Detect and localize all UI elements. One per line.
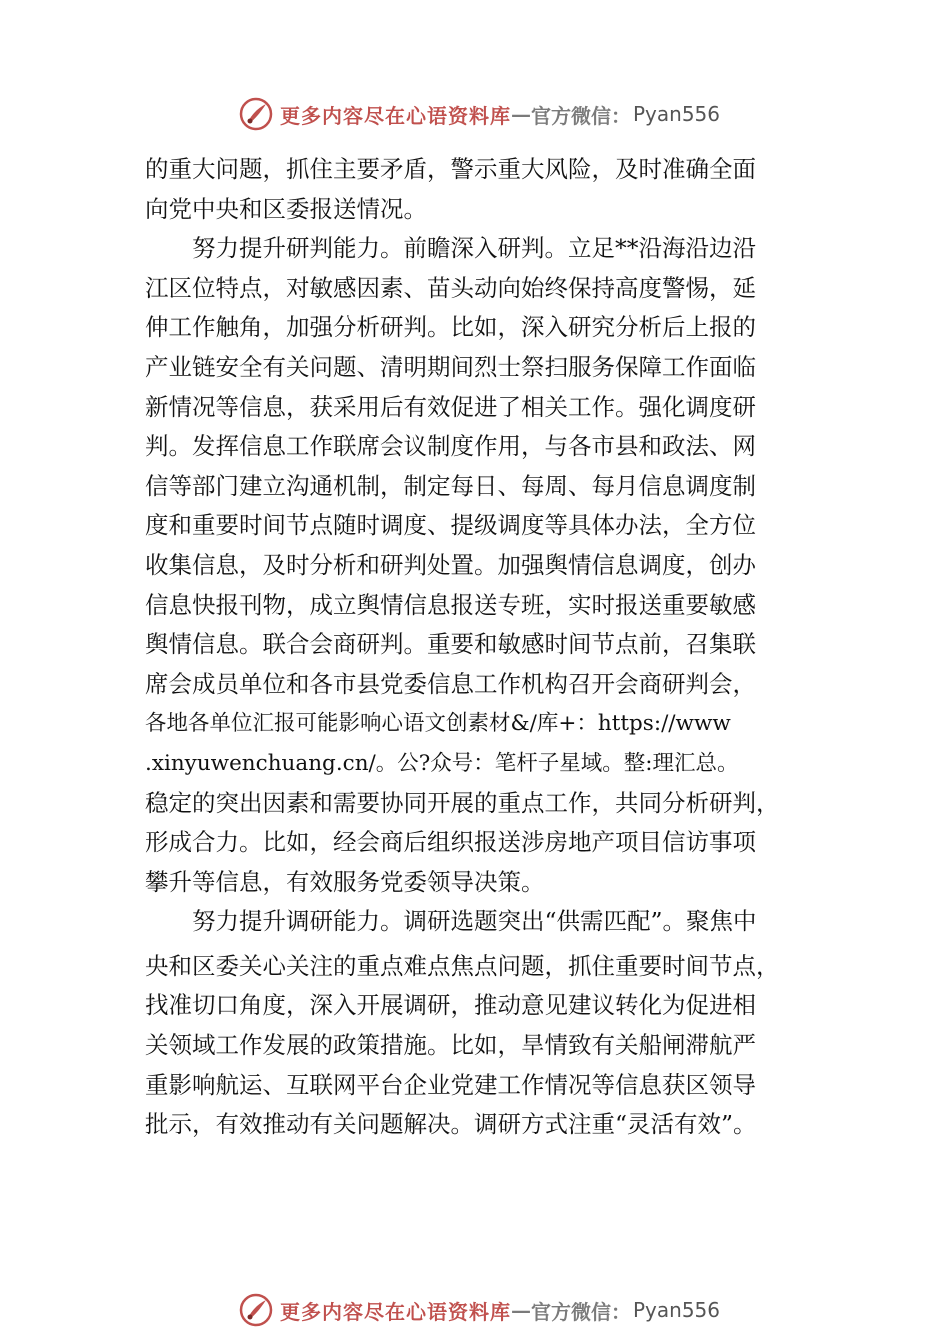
paragraph-start-line: 努力提升研判能力。前瞻深入研判。立足**沿海沿边沿 <box>192 234 756 263</box>
text-line-url: .xinyuwenchuang.cn/。公?众号：笔杆子星域。整:理汇总。 <box>145 750 739 776</box>
banner-dash: — <box>511 102 531 126</box>
text-line: 新情况等信息，获采用后有效促进了相关工作。强化调度研 <box>145 392 756 421</box>
banner-sub-text: 官方微信： <box>531 103 631 128</box>
brush-seal-icon <box>238 1292 274 1328</box>
banner-main-text: 更多内容尽在心语资料库 <box>280 1299 511 1324</box>
text-line: 重影响航运、互联网平台企业党建工作情况等信息获区领导 <box>145 1070 756 1099</box>
text-line: 央和区委关心关注的重点难点焦点问题，抓住重要时间节点， <box>145 951 780 980</box>
text-line: 稳定的突出因素和需要协同开展的重点工作，共同分析研判， <box>145 788 780 817</box>
text-line: 度和重要时间节点随时调度、提级调度等具体办法，全方位 <box>145 511 756 540</box>
banner-wechat-id: Pyan556 <box>633 1298 721 1322</box>
text-line: 判。发挥信息工作联席会议制度作用，与各市县和政法、网 <box>145 432 756 461</box>
text-line: 产业链安全有关问题、清明期间烈士祭扫服务保障工作面临 <box>145 352 756 381</box>
text-line: 批示，有效推动有关问题解决。调研方式注重“灵活有效”。 <box>145 1110 757 1139</box>
footer-banner <box>238 1290 758 1330</box>
text-line: 江区位特点，对敏感因素、苗头动向始终保持高度警惕，延 <box>145 273 756 302</box>
banner-dash: — <box>511 1298 531 1322</box>
document-body <box>145 150 810 1145</box>
text-line: 向党中央和区委报送情况。 <box>145 194 427 223</box>
text-line-url: 各地各单位汇报可能影响心语文创素材&/库+：https://www <box>145 711 731 737</box>
text-line: 的重大问题，抓住主要矛盾，警示重大风险，及时准确全面 <box>145 155 756 183</box>
header-banner <box>238 94 758 134</box>
banner-wechat-id: Pyan556 <box>633 102 721 126</box>
text-line: 舆情信息。联合会商研判。重要和敏感时间节点前，召集联 <box>145 630 756 659</box>
text-line: 收集信息，及时分析和研判处置。加强舆情信息调度，创办 <box>145 550 756 579</box>
banner-sub-text: 官方微信： <box>531 1299 631 1324</box>
text-line: 关领域工作发展的政策措施。比如，旱情致有关船闸滞航严 <box>145 1031 756 1060</box>
text-line: 席会成员单位和各市县党委信息工作机构召开会商研判会， <box>145 669 756 698</box>
text-line: 形成合力。比如，经会商后组织报送涉房地产项目信访事项 <box>145 828 756 857</box>
text-line: 找准切口角度，深入开展调研，推动意见建议转化为促进相 <box>145 991 756 1020</box>
text-line: 信息快报刊物，成立舆情信息报送专班，实时报送重要敏感 <box>145 590 756 619</box>
brush-seal-icon <box>238 96 274 132</box>
text-line: 伸工作触角，加强分析研判。比如，深入研究分析后上报的 <box>145 313 756 342</box>
paragraph-start-line: 努力提升调研能力。调研选题突出“供需匹配”。聚焦中 <box>192 907 757 936</box>
text-line: 信等部门建立沟通机制，制定每日、每周、每月信息调度制 <box>145 471 756 500</box>
banner-main-text: 更多内容尽在心语资料库 <box>280 103 511 128</box>
text-line: 攀升等信息，有效服务党委领导决策。 <box>145 867 545 896</box>
